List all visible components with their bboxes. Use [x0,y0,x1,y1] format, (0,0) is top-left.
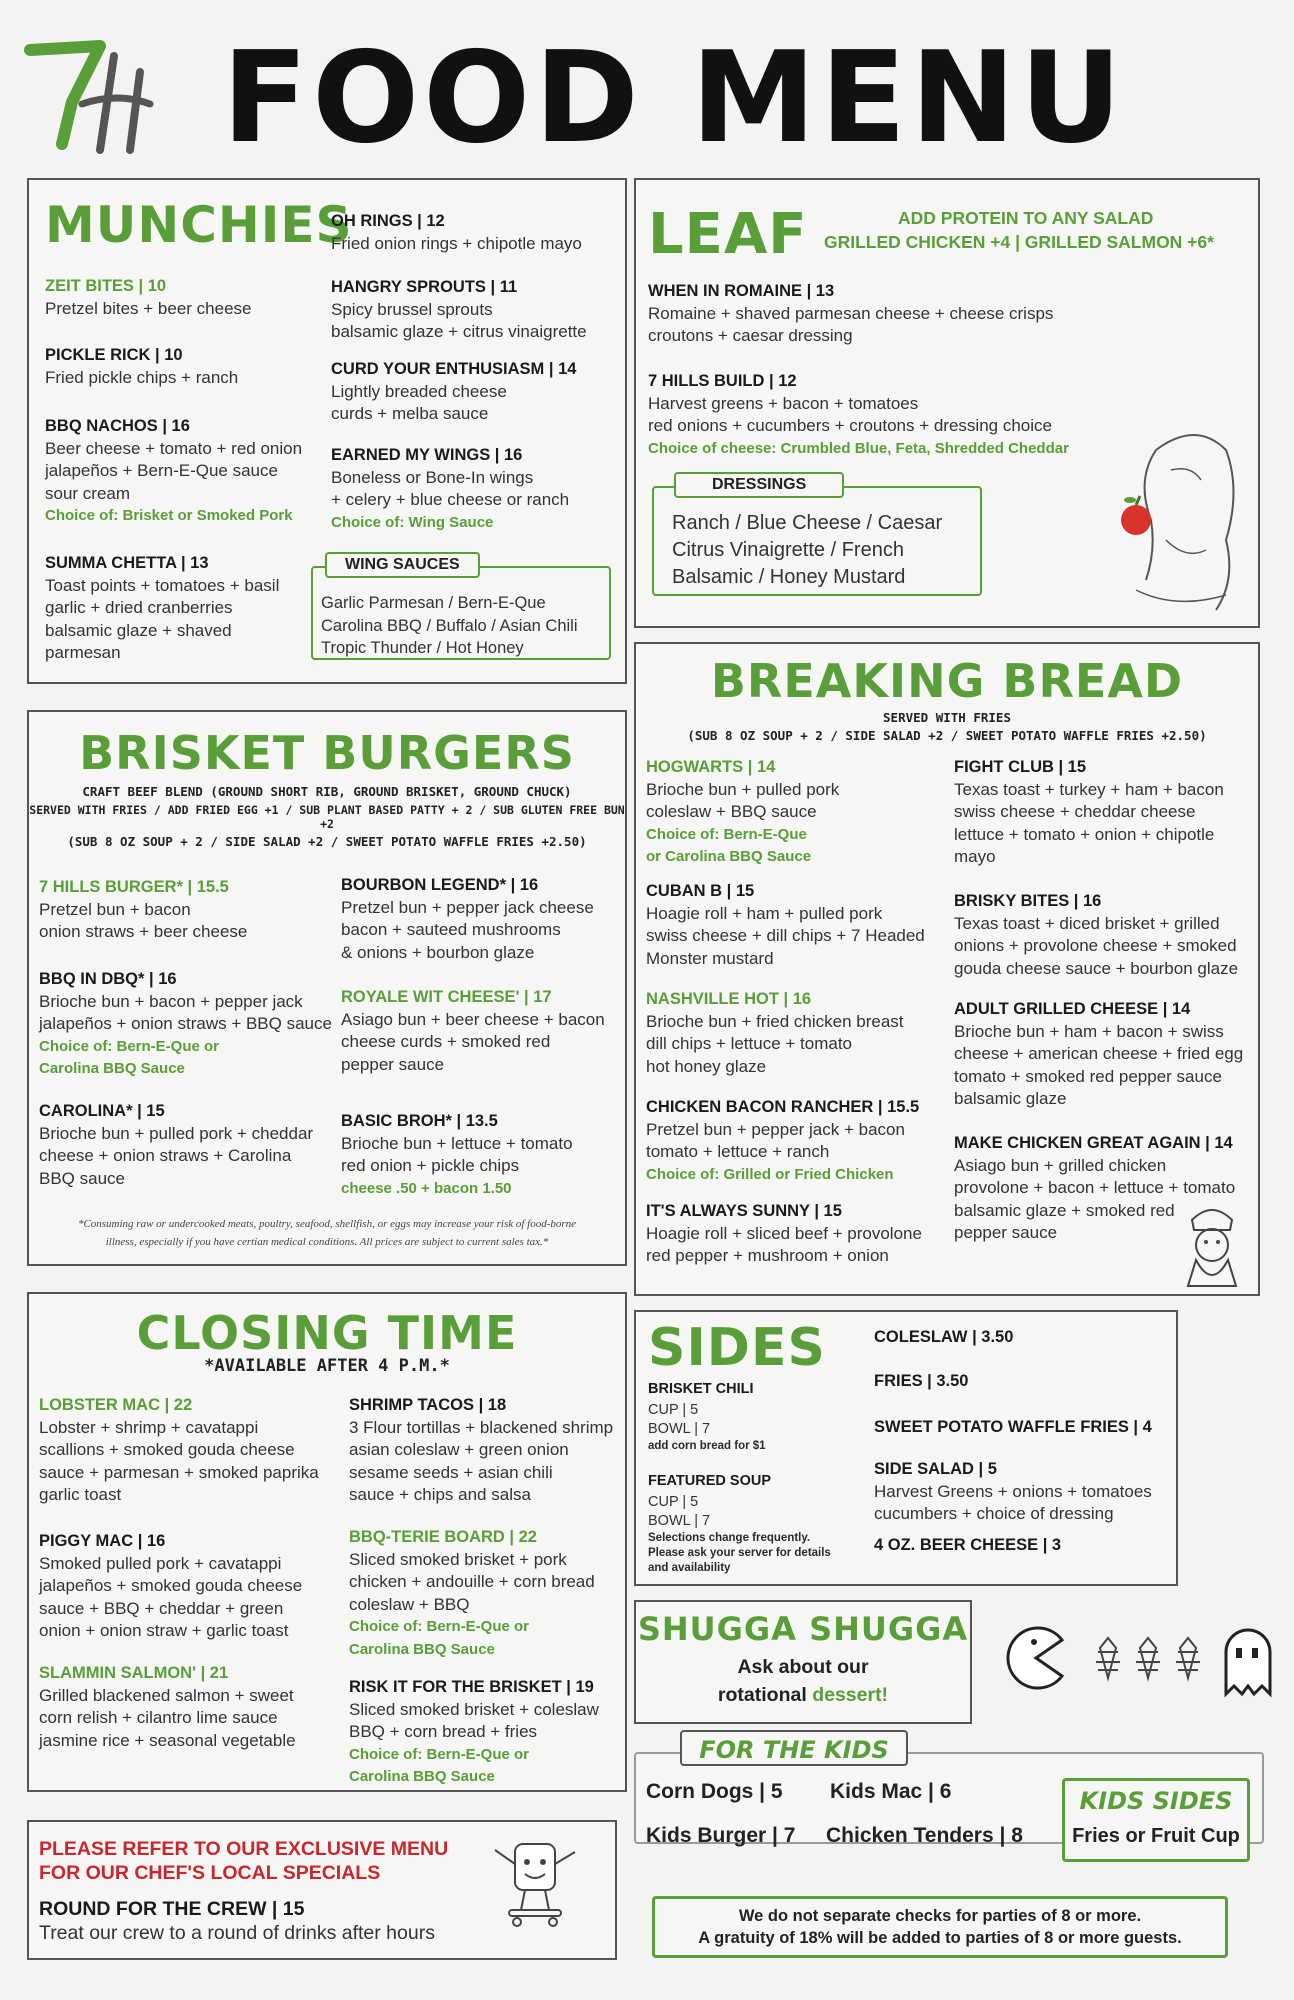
menu-item-desc: & onions + bourbon glaze [341,942,535,962]
menu-item-desc: mayo [954,847,996,866]
side-item-name: COLESLAW | 3.50 [874,1328,1014,1346]
kids-item: Kids Mac | 6 [830,1780,952,1803]
exclusive-line-2: FOR OUR CHEF'S LOCAL SPECIALS [39,1862,381,1884]
menu-item-desc: Sliced smoked brisket + pork [349,1549,567,1569]
menu-item-choice: Carolina BBQ Sauce [349,1768,495,1785]
dressing-line: Ranch / Blue Cheese / Caesar [672,512,943,534]
menu-item [331,444,569,534]
menu-item [646,756,839,869]
hop-icon [1176,1638,1200,1678]
menu-item-desc: cheese + onion straws + Carolina [39,1146,292,1165]
menu-item-desc: coleslaw + BBQ sauce [646,802,817,821]
menu-item-desc: Asiago bun + grilled chicken [954,1155,1167,1175]
menu-item-desc: onion + onion straw + garlic toast [39,1621,289,1640]
wing-sauces-title: WING SAUCES [325,552,480,578]
side-item [874,1370,969,1393]
brisket-chili-name: BRISKET CHILI [648,1381,754,1397]
menu-item-name: CAROLINA* | 15 [39,1102,165,1120]
menu-item [646,1096,919,1186]
menu-item-desc: Texas toast + turkey + ham + bacon [954,779,1224,799]
kids-section [634,1736,1264,1847]
menu-item-name: OH RINGS | 12 [331,212,445,230]
menu-item-name: 7 HILLS BUILD | 12 [648,372,797,390]
menu-item-desc: Brioche bun + pulled pork + cheddar [39,1123,314,1143]
side-item-name: SIDE SALAD | 5 [874,1460,997,1478]
menu-item-desc: Fried pickle chips + ranch [45,367,239,387]
menu-item [39,1100,313,1190]
shugga-section [634,1600,972,1724]
menu-item-name: HANGRY SPROUTS | 11 [331,278,518,296]
menu-item [646,988,904,1078]
menu-item-choice: Choice of: Wing Sauce [331,513,494,531]
menu-item [954,998,1243,1111]
menu-item [341,986,605,1076]
menu-item-name: ZEIT BITES | 10 [45,277,167,295]
featured-soup-note-1: Selections change frequently. [648,1531,811,1544]
kids-sides-title: KIDS SIDES [1079,1787,1233,1815]
closing-sub: *AVAILABLE AFTER 4 P.M.* [204,1356,450,1376]
menu-item-desc: Spicy brussel sprouts [331,299,493,319]
menu-item-choice: Choice of: Brisket or Smoked Pork [45,507,293,524]
menu-item-desc: Brioche bun + lettuce + tomato [341,1133,573,1153]
munchies-section [27,178,627,684]
menu-item-desc: Hoagie roll + ham + pulled pork [646,903,883,923]
menu-item-name: CHICKEN BACON RANCHER | 15.5 [646,1098,920,1116]
menu-item-name: 7 HILLS BURGER* | 15.5 [39,878,229,896]
menu-item-desc: lettuce + tomato + onion + chipotle [954,824,1215,844]
menu-item-desc: pepper sauce [341,1054,445,1074]
menu-item-desc: scallions + smoked gouda cheese [39,1440,295,1459]
menu-item [45,344,238,389]
menu-item-desc: balsamic glaze + shaved [45,620,232,640]
menu-item-desc: Pretzel bun + pepper jack + bacon [646,1119,905,1139]
menu-item-choice: Choice of: Bern-E-Que [646,825,807,843]
menu-item-desc: croutons + caesar dressing [648,326,853,345]
kids-sides-text: Fries or Fruit Cup [1072,1825,1240,1847]
menu-item-desc: asian coleslaw + green onion [349,1440,569,1459]
menu-item [45,415,302,528]
dressing-line: Citrus Vinaigrette / French [672,539,904,561]
menu-item-desc: tomato + lettuce + ranch [646,1142,830,1161]
menu-item-desc: jasmine rice + seasonal vegetable [39,1730,296,1750]
bread-title: BREAKING BREAD [710,654,1184,708]
side-item [874,1458,1152,1526]
menu-item-desc: garlic toast [39,1485,122,1504]
wing-sauce-line: Garlic Parmesan / Bern-E-Que [321,594,546,612]
menu-item-desc: Brioche bun + ham + bacon + swiss [954,1021,1224,1041]
menu-item-desc: + celery + blue cheese or ranch [331,490,570,509]
kids-title: FOR THE KIDS [699,1736,889,1764]
menu-item-desc: provolone + bacon + lettuce + tomato [954,1178,1236,1197]
side-item-name: FRIES | 3.50 [874,1372,969,1390]
menu-item-name: WHEN IN ROMAINE | 13 [648,282,835,300]
menu-item-desc: bacon + sauteed mushrooms [341,920,561,939]
menu-item-desc: red onions + cucumbers + croutons + dressing choice [648,416,1052,435]
closing-section [27,1292,627,1792]
side-item-desc: cucumbers + choice of dressing [874,1504,1114,1523]
chef-mascot-illustration [1172,1200,1252,1295]
menu-item [39,1394,319,1507]
menu-item-name: IT'S ALWAYS SUNNY | 15 [646,1202,842,1220]
closing-title: CLOSING TIME [136,1306,518,1360]
wing-sauce-line: Tropic Thunder / Hot Honey [321,639,524,657]
menu-item-name: CURD YOUR ENTHUSIASM | 14 [331,360,577,378]
dressings-title: DRESSINGS [674,472,844,498]
menu-item [954,890,1238,980]
leaf-section [634,178,1260,628]
menu-item-name: ROYALE WIT CHEESE' | 17 [341,988,552,1006]
brisket-chili [648,1378,766,1453]
menu-item-desc: dill chips + lettuce + tomato [646,1034,853,1053]
menu-item-desc: chicken + andouille + corn bread [349,1572,595,1591]
menu-item-desc: garlic + dried cranberries [45,598,233,617]
menu-item-choice: Choice of cheese: Crumbled Blue, Feta, Shredded Cheddar [648,439,1069,457]
round-for-crew-name: ROUND FOR THE CREW [39,1898,267,1920]
menu-item-desc: Lobster + shrimp + cavatappi [39,1417,259,1437]
checks-line-2: A gratuity of 18% will be added to parties of 8 or more guests. [698,1929,1182,1947]
side-item [874,1326,1013,1349]
menu-item [331,210,582,255]
menu-item-name: PICKLE RICK | 10 [45,346,183,364]
menu-item-desc: Pretzel bun + pepper jack cheese [341,897,594,917]
apple-woman-illustration [1096,420,1246,625]
menu-item-name: HOGWARTS | 14 [646,758,776,776]
menu-item-desc: Monster mustard [646,948,774,968]
menu-item-desc: jalapeños + Bern-E-Que sauce [45,461,278,480]
dressings-box [652,476,982,596]
menu-item-desc: gouda cheese sauce + bourbon glaze [954,958,1239,978]
menu-item [331,358,576,426]
menu-item [341,1110,573,1200]
bread-sub-1: SERVED WITH FRIES [883,710,1011,725]
menu-item [646,880,925,970]
menu-item-desc: BBQ + corn bread + fries [349,1722,538,1741]
kids-item: Chicken Tenders | 8 [826,1824,1023,1847]
hop-icon [1096,1638,1120,1678]
kids-sides-box [1062,1778,1250,1862]
menu-item-desc: onions + provolone cheese + smoked [954,936,1237,955]
side-item-desc: Harvest Greens + onions + tomatoes [874,1481,1152,1501]
menu-item-desc: Texas toast + diced brisket + grilled [954,913,1220,933]
menu-item [39,968,332,1081]
side-item [874,1534,1061,1557]
menu-item-name: BOURBON LEGEND* | 16 [341,876,539,894]
menu-item-desc: curds + melba sauce [331,404,489,423]
menu-item [349,1394,613,1507]
menu-item-desc: swiss cheese + cheddar cheese [954,802,1196,821]
menu-item [45,275,251,320]
menu-item-desc: Fried onion rings + chipotle mayo [331,233,582,253]
hop-icon [1136,1638,1160,1678]
wing-sauces-box [311,556,611,660]
menu-item-desc: Toast points + tomatoes + basil [45,575,280,595]
menu-item-desc: Grilled blackened salmon + sweet [39,1685,294,1705]
munchies-title: MUNCHIES [45,196,353,254]
menu-item-desc: Brioche bun + pulled pork [646,779,840,799]
burgers-disclaimer-2: illness, especially if you have certian medical conditions. All prices are subject to current sales tax.* [105,1236,549,1248]
menu-item-desc: tomato + smoked red pepper sauce [954,1066,1222,1086]
shugga-line-1: Ask about our [737,1656,869,1678]
featured-soup [648,1470,831,1576]
side-item-name: 4 OZ. BEER CHEESE | 3 [874,1536,1062,1554]
menu-item-desc: 3 Flour tortillas + blackened shrimp [349,1417,614,1437]
pacman-icon [1008,1628,1062,1688]
featured-soup-name: FEATURED SOUP [648,1473,771,1489]
menu-item-desc: coleslaw + BBQ [349,1594,470,1614]
featured-soup-bowl: BOWL | 7 [648,1512,711,1529]
menu-item-desc: Brioche bun + fried chicken breast [646,1011,904,1031]
brisket-chili-cup: CUP | 5 [648,1401,699,1418]
menu-item [349,1526,595,1661]
exclusive-line-1: PLEASE REFER TO OUR EXCLUSIVE MENU [39,1838,449,1860]
menu-item-choice: Choice of: Grilled or Fried Chicken [646,1165,894,1183]
menu-item-name: BBQ IN DBQ* | 16 [39,970,177,988]
menu-item-desc: cheese curds + smoked red [341,1032,551,1051]
menu-item-desc: Beer cheese + tomato + red onion [45,438,303,458]
menu-item-desc: Smoked pulled pork + cavatappi [39,1553,282,1573]
kids-item: Kids Burger | 7 [646,1824,796,1847]
menu-item-name: BBQ NACHOS | 16 [45,417,190,435]
menu-item-name: BRISKY BITES | 16 [954,892,1102,910]
menu-item-choice: Choice of: Bern-E-Que or [349,1618,530,1635]
shugga-line-2b: dessert! [812,1684,889,1706]
menu-item-desc: Asiago bun + beer cheese + bacon [341,1009,605,1029]
shugga-line-2a: rotational [717,1684,813,1706]
menu-item-choice: Carolina BBQ Sauce [349,1640,495,1658]
menu-item-name: SHRIMP TACOS | 18 [349,1396,507,1414]
round-for-crew-price: 15 [282,1898,305,1920]
featured-soup-cup: CUP | 5 [648,1493,699,1510]
menu-item-desc: onion straws + beer cheese [39,922,248,941]
menu-item-desc: Brioche bun + bacon + pepper jack [39,991,303,1011]
menu-item [341,874,594,964]
protein-line-2: GRILLED CHICKEN +4 | GRILLED SALMON +6* [824,232,1214,252]
menu-item [648,370,1069,460]
sides-section [634,1310,1178,1586]
kids-item: Corn Dogs | 5 [646,1780,783,1803]
menu-item-name: RISK IT FOR THE BRISKET | 19 [349,1678,594,1696]
menu-item-name: EARNED MY WINGS | 16 [331,446,523,464]
menu-item-desc: sauce + BBQ + cheddar + green [39,1598,284,1618]
side-item [874,1416,1152,1439]
menu-item-name: PIGGY MAC | 16 [39,1532,166,1550]
kids-title-box [680,1730,908,1766]
menu-item-desc: parmesan [45,643,121,662]
brisket-chili-bowl: BOWL | 7 [648,1420,711,1437]
menu-item-name: BBQ-TERIE BOARD | 22 [349,1528,537,1546]
menu-item-desc: sour cream [45,483,131,503]
featured-soup-note-2: Please ask your server for details [648,1546,831,1559]
menu-item-desc: Romaine + shaved parmesan cheese + cheese crisps [648,303,1054,323]
menu-item-desc: Hoagie roll + sliced beef + provolone [646,1223,922,1243]
menu-item-desc: pepper sauce [954,1223,1058,1242]
sides-title: SIDES [648,1318,826,1378]
menu-item-name: ADULT GRILLED CHEESE | 14 [954,1000,1191,1018]
menu-item-desc: balsamic glaze + citrus vinaigrette [331,322,587,341]
menu-item [39,1662,296,1752]
menu-item-desc: cheese + american cheese + fried egg [954,1044,1244,1063]
burgers-sub-1: CRAFT BEEF BLEND (GROUND SHORT RIB, GROUND BRISKET, GROUND CHUCK) [82,784,572,799]
menu-item-desc: Pretzel bun + bacon [39,899,191,919]
leaf-title: LEAF [648,202,808,267]
menu-item-desc: red pepper + mushroom + onion [646,1246,889,1265]
menu-item-desc: balsamic glaze [954,1089,1067,1108]
menu-item-desc: Harvest greens + bacon + tomatoes [648,393,919,413]
menu-item-desc: Boneless or Bone-In wings [331,467,534,487]
side-item-name: SWEET POTATO WAFFLE FRIES | 4 [874,1418,1152,1436]
round-for-crew: ROUND FOR THE CREW | 15 [39,1898,305,1920]
menu-item-choice: Choice of: Bern-E-Que or [39,1037,220,1055]
icons-row [1004,1618,1284,1698]
burgers-section [27,710,627,1266]
menu-item-choice: Carolina BBQ Sauce [39,1060,185,1077]
wing-sauce-line: Carolina BBQ / Buffalo / Asian Chili [321,616,578,635]
menu-item-desc: sauce + parmesan + smoked paprika [39,1462,319,1482]
menu-item-desc: swiss cheese + dill chips + 7 Headed [646,926,925,945]
menu-item-desc: jalapeños + onion straws + BBQ sauce [39,1014,332,1033]
menu-item-choice: cheese .50 + bacon 1.50 [341,1179,512,1197]
menu-item [648,280,1053,348]
checks-line-1: We do not separate checks for parties of 8 or more. [738,1907,1142,1925]
menu-item-desc: sesame seeds + asian chili [349,1462,553,1482]
menu-item-desc: Sliced smoked brisket + coleslaw [349,1699,599,1719]
logo [22,32,157,162]
menu-item-desc: sauce + chips and salsa [349,1485,531,1504]
skater-mascot-illustration [485,1834,585,1935]
protein-line-1: ADD PROTEIN TO ANY SALAD [898,208,1154,228]
menu-item-desc: jalapeños + smoked gouda cheese [39,1576,303,1595]
menu-item [646,1200,922,1268]
menu-item [39,1530,302,1643]
menu-item [45,552,279,665]
round-for-crew-desc: Treat our crew to a round of drinks after hours [39,1922,435,1944]
brisket-chili-note: add corn bread for $1 [648,1439,766,1452]
bread-sub-2: (SUB 8 OZ SOUP + 2 / SIDE SALAD +2 / SWEET POTATO WAFFLE FRIES +2.50) [687,728,1207,743]
menu-item-name: NASHVILLE HOT | 16 [646,990,812,1008]
shugga-line-2 [636,1684,970,1707]
bread-section [634,642,1260,1296]
menu-item-choice: Choice of: Bern-E-Que or [349,1745,530,1763]
menu-item-name: LOBSTER MAC | 22 [39,1396,193,1414]
burgers-title: BRISKET BURGERS [79,726,575,780]
menu-item-desc: BBQ sauce [39,1168,125,1188]
checks-notice [652,1896,1228,1958]
menu-item [39,876,247,944]
menu-item-name: SLAMMIN SALMON' | 21 [39,1664,229,1682]
menu-item [954,756,1224,869]
menu-item-name: FIGHT CLUB | 15 [954,758,1087,776]
burgers-disclaimer-1: *Consuming raw or undercooked meats, poultry, seafood, shellfish, or eggs may increase your risk of food-borne [77,1218,577,1230]
menu-item-desc: corn relish + cilantro lime sauce [39,1708,278,1727]
menu-item-name: SUMMA CHETTA | 13 [45,554,209,572]
menu-item-desc: hot honey glaze [646,1056,767,1076]
burgers-sub-3: (SUB 8 OZ SOUP + 2 / SIDE SALAD +2 / SWEET POTATO WAFFLE FRIES +2.50) [67,834,587,849]
page-title: FOOD MENU [222,24,1126,171]
menu-item-name: BASIC BROH* | 13.5 [341,1112,498,1130]
shugga-title: SHUGGA SHUGGA [637,1610,969,1648]
menu-item-desc: balsamic glaze + smoked red [954,1200,1175,1220]
exclusive-section [27,1820,617,1960]
menu-item-desc: red onion + pickle chips [341,1156,520,1175]
menu-item-desc: Lightly breaded cheese [331,381,507,401]
menu-item [331,276,587,344]
menu-item-choice: or Carolina BBQ Sauce [646,848,812,865]
dressing-line: Balsamic / Honey Mustard [672,566,906,588]
menu-item-desc: Pretzel bites + beer cheese [45,298,252,318]
menu-item [349,1676,599,1789]
burgers-sub-2: SERVED WITH FRIES / ADD FRIED EGG +1 / SUB PLANT BASED PATTY + 2 / SUB GLUTEN FREE BUN +2 [29,803,625,831]
ghost-icon [1226,1630,1270,1694]
menu-item-name: CUBAN B | 15 [646,882,755,900]
menu-item-name: MAKE CHICKEN GREAT AGAIN | 14 [954,1134,1233,1152]
featured-soup-note-3: and availability [648,1561,731,1574]
